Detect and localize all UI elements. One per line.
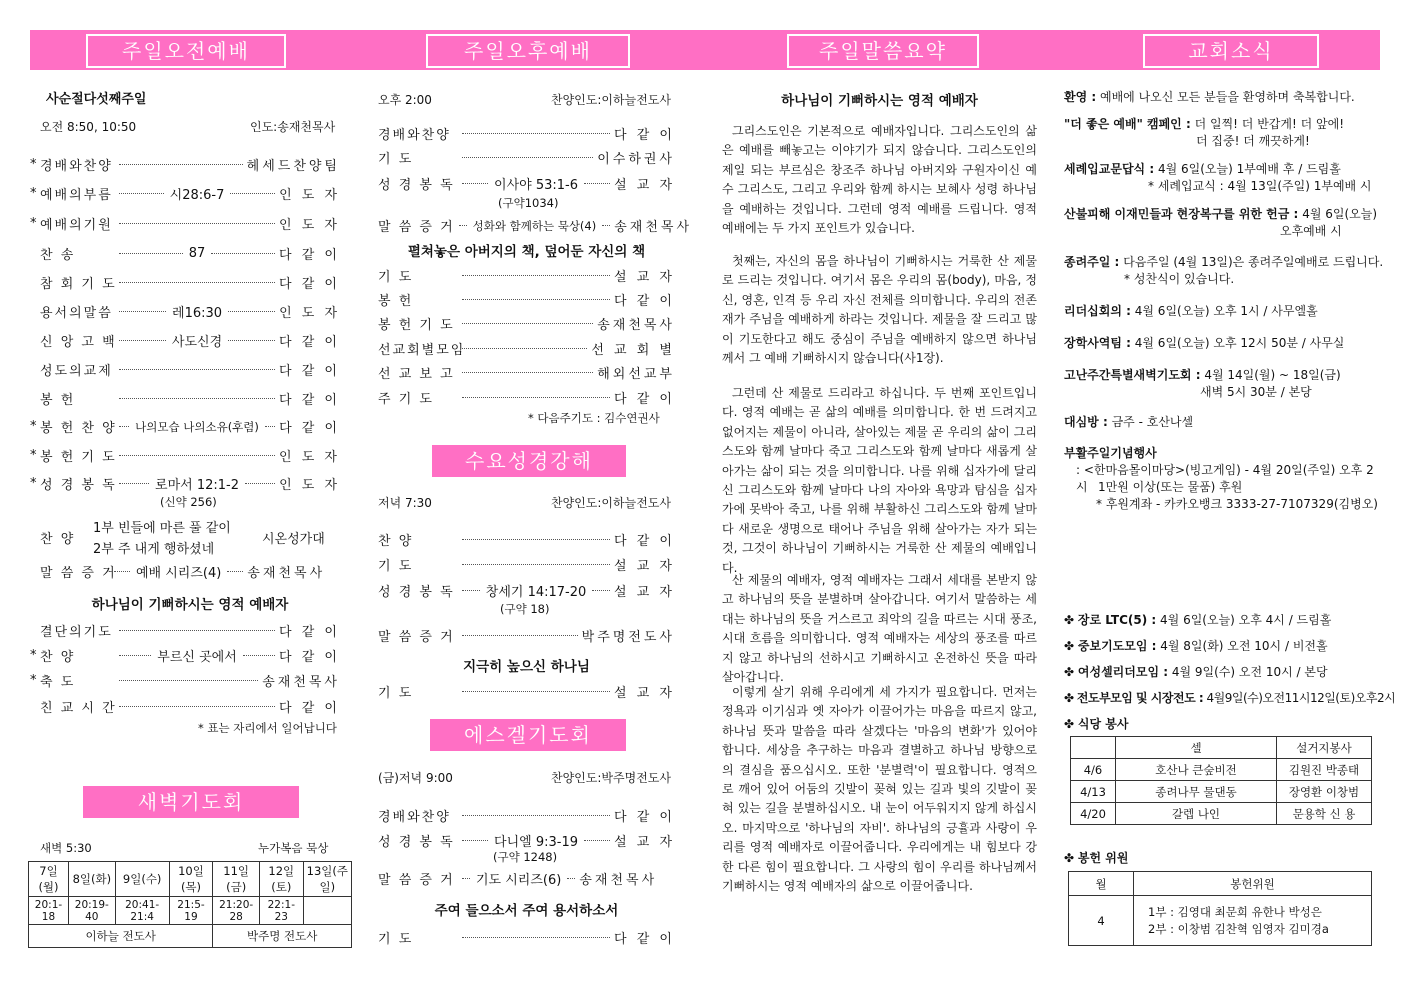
offering-line-2: 2부 : 이창범 김찬혁 임영자 김미경a <box>1148 921 1329 936</box>
row-middle: 사도신경 <box>171 335 223 350</box>
summary-paragraph-4: 산 제물의 예배자, 영적 예배자는 그래서 세대를 본받지 않고 하나님의 뜻을 분별하며 살아갑니다. 여기서 말씀하는 세대는 하나님의 뜻을 거스르고 죄악의 길을 따르는 시대 풍조, 시대 흐름을 의미합니다. 영적 예배자는 세상의 풍조를 따르지 않고 하나님의 선하시고 기뻐하시고 온전하신 뜻을 따라 살아갑니다. <box>722 573 1037 685</box>
meal-cell: 종려나무 물댄동 <box>1116 781 1277 803</box>
choir-who: 시온성가대 <box>262 532 325 547</box>
news-welcome-title: 환영 : <box>1064 90 1097 104</box>
dawn-passage: 21:5-19 <box>169 897 213 925</box>
news-elder-ltc-text: 4월 6일(오늘) 오후 4시 / 드림홀 <box>1160 613 1332 627</box>
dawn-book: 누가복음 묵상 <box>258 841 329 855</box>
stand-note: * 표는 자리에서 일어납니다 <box>198 721 337 735</box>
row-star: * <box>30 186 37 201</box>
news-easter-line-1: : <한마음몰이마당>(빙고게임) - 4월 20일(주일) 오후 2시 <box>1076 463 1374 494</box>
row-middle: 87 <box>188 246 206 261</box>
order-row <box>30 389 340 408</box>
news-passion-title: 고난주간특별새벽기도회 : <box>1064 368 1201 382</box>
row-who: 이수하권사 <box>597 152 675 167</box>
summary-paragraph-2: 첫째는, 자신의 몸을 하나님이 기뻐하시는 거룩한 산 제물로 드리는 것입니다. 여기서 몸은 우리의 몸(body), 마음, 정신, 영혼, 인격 등 우리 자신 전체를 의미합니다. 우리의 전존재가 주님을 예배하게 하라는 것입니다. 제물을 잘 드리고 많이 기도한다고 해도 중심이 주님을 예배하지 않으면 하나님께서 그 예배 기뻐하시지 않습니다(사1장). <box>722 254 1037 366</box>
news-elder-ltc <box>1064 612 1331 629</box>
wednesday-reading-sub: (구약 18) <box>500 602 550 616</box>
news-palm-line-1: 다음주일 (4월 13일)은 종려주일예배로 드립니다. <box>1123 255 1384 269</box>
row-label: 봉 헌 <box>40 393 76 408</box>
news-passion-line-1: 4월 14일(월) ~ 18일(금) <box>1204 368 1341 382</box>
ezekiel-prayer-row <box>378 928 675 947</box>
ezekiel-reading-sub: (구약 1248) <box>493 850 558 864</box>
summary-title: 하나님이 기뻐하시는 영적 예배자 <box>781 93 978 109</box>
news-fire-relief <box>1064 206 1377 223</box>
news-baptism-line-1: 4월 6일(오늘) 1부예배 후 / 드림홀 <box>1157 162 1341 176</box>
meal-cell: 갈렙 나인 <box>1116 803 1277 825</box>
news-intercessory-title: 중보기도모임 : <box>1077 639 1157 653</box>
row-who: 해외선교부 <box>597 367 675 382</box>
order-row <box>30 446 340 465</box>
order-row <box>30 273 340 292</box>
dawn-day: 7일(월) <box>29 862 69 897</box>
news-fire-line-1: 4월 6일(오늘) <box>1302 207 1378 221</box>
row-middle: 부르신 곳에서 <box>157 650 237 665</box>
row-who: 다 같 이 <box>279 421 341 436</box>
row-label: 선교회별모임 <box>378 343 466 358</box>
meal-row <box>1071 781 1372 803</box>
row-middle: 로마서 12:1-2 <box>155 478 240 493</box>
row-label: 친 교 시 간 <box>40 701 117 716</box>
row-label: 찬 양 <box>378 534 414 549</box>
row-label: 봉 헌 기 도 <box>378 318 455 333</box>
order-row <box>368 388 675 407</box>
order-row <box>368 555 675 574</box>
ezekiel-time: (금)저녁 9:00 <box>378 771 453 785</box>
row-label: 경배와찬양 <box>378 128 451 143</box>
offering-table <box>1068 871 1372 946</box>
news-easter-title <box>1064 445 1157 462</box>
ezekiel-sermon-row <box>378 869 675 888</box>
ezekiel-sermon-title: 주여 들으소서 주여 용서하소서 <box>434 903 619 919</box>
news-meal-title: 식당 봉사 <box>1077 717 1129 731</box>
row-who: 박주명전도사 <box>581 630 675 645</box>
clover-icon: ✤ <box>1064 613 1075 627</box>
afternoon-leader: 찬양인도:이하늘전도사 <box>551 93 671 107</box>
order-row <box>30 474 340 493</box>
news-women-leaders <box>1064 664 1328 681</box>
row-who: 설 교 자 <box>614 270 675 285</box>
afternoon-sermon-title: 펼쳐놓은 아버지의 책, 덮어둔 자신의 책 <box>407 244 646 260</box>
row-middle: 기도 시리즈(6) <box>476 873 562 888</box>
summary-paragraph-5: 이렇게 살기 위해 우리에게 세 가지가 필요합니다. 먼저는 정욕과 이기심과 옛 자아가 이끌어가는 마음을 따르지 않고, 하나님 뜻과 말씀을 따라 살겠다는 '마음의 변화'가 있어야 합니다. 세상을 추구하는 마음과 결별하고 하나님 방향으로의 결심을 품으십시오. 또한 '분별력'이 필요합니다. 영적으로 깨어 있어 어둠의 깃발이 꽂혀 있는 길과 빛의 깃발이 꽂혀 있는 길을 분별하십시오. 내 눈이 어두워지지 않게 하십시오. 마지막으로 '하나님의 자비'. 하나님의 긍휼과 사랑이 우리를 영적 예배자로 이끌어줍니다. 우리에게는 내 힘보다 강한 다른 힘이 필요합니다. 그 사랑의 힘이 우리를 하나님께서 기뻐하시는 영적 예배자의 삶으로 이끌어줍니다. <box>722 685 1037 894</box>
summary-paragraph-1: 그리스도인은 기본적으로 예배자입니다. 그리스도인의 삶은 예배를 빼놓고는 이야기가 되지 않습니다. 그리스도인의 제일 되는 부르심은 창조주 하나님 아버지와 구원자이신 예수 그리스도, 그리고 우리와 함께 하시는 보혜사 성령 하나님을 예배하는 것입니다. 그런데 영적 예배를 드립니다. 영적 예배에는 두 가지 포인트가 있습니다. <box>722 124 1037 236</box>
row-label: 신 앙 고 백 <box>40 335 117 350</box>
order-row <box>368 581 675 600</box>
news-baptism-title: 세례입교문답식 : <box>1064 162 1155 176</box>
meal-col-cell: 셀 <box>1116 737 1277 759</box>
wednesday-time: 저녁 7:30 <box>378 496 432 510</box>
dawn-passage: 20:41-21:4 <box>115 897 169 925</box>
header-afternoon-worship: 주일오후예배 <box>426 34 630 68</box>
news-women-leaders-text: 4월 9일(수) 오전 10시 / 본당 <box>1171 665 1328 679</box>
news-easter-title-text: 부활주일기념행사 <box>1064 446 1157 460</box>
meal-col-date <box>1071 737 1116 759</box>
news-baptism-line-2: * 세례입교식 : 4월 13일(주일) 1부예배 시 <box>1148 179 1372 193</box>
season-title: 사순절다섯째주일 <box>46 92 147 107</box>
row-star: * <box>30 216 37 231</box>
row-label: 참 회 기 도 <box>40 277 117 292</box>
clover-icon: ✤ <box>1064 691 1074 705</box>
order-row <box>368 314 675 333</box>
order-row <box>368 290 675 309</box>
meal-cell: 문용학 신 용 <box>1277 803 1372 825</box>
order-row <box>30 646 340 665</box>
morning-sermon-title: 하나님이 기뻐하시는 영적 예배자 <box>91 597 289 613</box>
row-star: * <box>30 648 37 663</box>
afternoon-reading-sub: (구약1034) <box>498 196 559 210</box>
news-baptism <box>1064 161 1341 178</box>
order-row <box>30 244 340 263</box>
wednesday-title: 수요성경강해 <box>432 445 626 477</box>
meal-row <box>1071 803 1372 825</box>
news-evangelism-title: 전도부모임 및 시장전도 : <box>1076 691 1204 705</box>
row-who: 다 같 이 <box>279 650 340 665</box>
wednesday-sermon-row <box>378 626 675 645</box>
row-middle: 시28:6-7 <box>169 188 225 203</box>
clover-icon: ✤ <box>1064 639 1075 653</box>
row-who: 인 도 자 <box>279 188 341 203</box>
row-label: 봉 헌 찬 양 <box>40 421 117 436</box>
afternoon-sermon-row <box>378 216 693 235</box>
order-row <box>368 174 675 193</box>
order-row <box>30 360 340 379</box>
news-passion-line-2: 새벽 5시 30분 / 본당 <box>1200 385 1312 399</box>
row-who: 다 같 이 <box>614 932 675 947</box>
offering-col-members: 봉헌위원 <box>1134 872 1372 896</box>
order-row <box>368 363 675 382</box>
row-label: 용서의말씀 <box>40 306 113 321</box>
row-star: * <box>30 673 37 688</box>
row-label: 기 도 <box>378 932 414 947</box>
news-leadership-title: 리더십회의 : <box>1064 304 1131 318</box>
dawn-day: 11일(금) <box>213 862 260 897</box>
order-row <box>368 831 675 850</box>
wednesday-sermon-title: 지극히 높으신 하나님 <box>463 659 590 675</box>
news-leadership-text: 4월 6일(오늘) 오후 1시 / 사무엘홀 <box>1134 304 1318 318</box>
news-leadership-meeting <box>1064 303 1318 320</box>
clover-icon: ✤ <box>1064 665 1075 679</box>
row-who: 인 도 자 <box>279 450 340 465</box>
news-campaign-line-2: 더 집중! 더 깨끗하게! <box>1196 134 1310 148</box>
dawn-passage: 22:1-23 <box>259 897 303 925</box>
dawn-time: 새벽 5:30 <box>40 841 92 855</box>
meal-col-dish: 설거지봉사 <box>1277 737 1372 759</box>
row-label: 성 경 봉 독 <box>378 178 455 193</box>
news-visitation-title: 대심방 : <box>1064 415 1108 429</box>
news-palm-line-2: * 성찬식이 있습니다. <box>1124 272 1235 286</box>
meal-cell: 호산나 큰숲비전 <box>1116 759 1277 781</box>
offering-line-1: 1부 : 김영대 최문희 유한나 박성은 <box>1148 904 1322 919</box>
dawn-prayer-title: 새벽기도회 <box>83 786 299 818</box>
row-who: 인 도 자 <box>279 478 341 493</box>
row-label: 성도의교제 <box>40 364 113 379</box>
news-scholarship-title: 장학사역팀 : <box>1064 336 1131 350</box>
row-middle: 다니엘 9:3-19 <box>494 835 579 850</box>
row-label: 말 씀 증 거 <box>378 630 455 645</box>
order-row <box>368 806 675 825</box>
row-star: * <box>30 157 37 172</box>
row-who: 선 교 회 별 <box>591 343 675 358</box>
row-label: 봉 헌 <box>378 294 414 309</box>
row-label: 주 기 도 <box>378 392 434 407</box>
news-evangelism-text: 4월9일(수)오전11시12일(토)오후2시 <box>1206 691 1396 705</box>
news-scholarship-text: 4월 6일(오늘) 오후 12시 50분 / 사무실 <box>1134 336 1345 350</box>
news-campaign-line-1: 더 일찍! 더 반갑게! 더 앞에! <box>1194 117 1345 131</box>
news-offering-title: 봉헌 위원 <box>1077 851 1129 865</box>
morning-sermon-row <box>40 562 340 581</box>
row-middle: 이사야 53:1-6 <box>494 178 579 193</box>
row-who: 다 같 이 <box>614 392 675 407</box>
news-evangelism <box>1064 690 1395 707</box>
row-who: 송재천목사 <box>262 675 340 690</box>
row-who: 송재천목사 <box>579 873 658 888</box>
news-intercessory-text: 4월 8일(화) 오전 10시 / 비전홀 <box>1160 639 1328 653</box>
row-star: * <box>30 476 37 491</box>
row-who: 인 도 자 <box>279 218 340 233</box>
meal-cell: 4/6 <box>1071 759 1116 781</box>
offering-col-month: 월 <box>1069 872 1134 896</box>
row-label: 봉 헌 기 도 <box>40 450 117 465</box>
dawn-leader-2: 박주명 전도사 <box>213 925 352 948</box>
dawn-schedule-table <box>28 861 352 948</box>
order-row <box>30 155 340 174</box>
row-label: 찬 송 <box>40 248 76 263</box>
row-label: 성 경 봉 독 <box>378 835 455 850</box>
row-label: 성 경 봉 독 <box>378 585 455 600</box>
dawn-leader-1: 이하늘 전도사 <box>29 925 213 948</box>
news-meal-service <box>1064 716 1128 733</box>
header-sermon-summary: 주일말씀요약 <box>787 34 979 68</box>
order-row <box>30 214 340 233</box>
row-who: 다 같 이 <box>614 128 675 143</box>
order-row <box>30 331 340 350</box>
row-who: 다 같 이 <box>614 534 675 549</box>
row-middle: 나의모습 나의소유(후렴) <box>135 419 259 434</box>
ezekiel-title: 에스겔기도회 <box>430 719 626 751</box>
morning-reading-sub: (신약 256) <box>160 495 217 509</box>
news-welcome <box>1064 89 1384 106</box>
row-middle: 레16:30 <box>172 306 223 321</box>
news-fire-title: 산불피해 이재민들과 현장복구를 위한 헌금 : <box>1064 207 1299 221</box>
row-who: 송재천목사 <box>247 566 326 581</box>
news-palm-sunday <box>1064 254 1383 271</box>
clover-icon: ✤ <box>1064 717 1075 731</box>
order-row <box>30 697 340 716</box>
order-row <box>368 266 675 285</box>
ezekiel-leader: 찬양인도:박주명전도사 <box>551 771 671 785</box>
dawn-passage: 21:20-28 <box>213 897 260 925</box>
row-who: 헤세드찬양팀 <box>246 159 340 174</box>
wednesday-prayer-row <box>378 682 675 701</box>
dawn-passage-empty <box>303 897 351 925</box>
row-label: 축 도 <box>40 675 76 690</box>
row-label: 성 경 봉 독 <box>40 478 117 493</box>
summary-paragraph-3: 그런데 산 제물로 드리라고 하십니다. 두 번째 포인트입니다. 영적 예배는 곧 삶의 예배를 의미합니다. 한 번 드려지고 없어지는 제물이 아니라, 살아있는 제물 곧 우리의 삶이 그리스도와 함께 날마다 죽고 그리스도와 함께 날마다 새롭게 살아가는 삶이 되는 것을 의미합니다. 나를 위해 십자가에 달리신 그리스도와 함께 날마다 나의 자아와 욕망과 탐심을 십자가에 못박아 죽고, 나를 위해 부활하신 그리스도와 함께 날마다 새로운 생명으로 태어나 주님을 위해 살아가는 자가 되는 것, 그것이 하나님이 기뻐하시는 거룩한 산 제물의 예배입니다. <box>722 386 1037 575</box>
news-intercessory <box>1064 638 1328 655</box>
row-label: 기 도 <box>378 152 414 167</box>
row-middle: 성화와 함께하는 묵상(4) <box>472 218 597 233</box>
row-who: 다 같 이 <box>279 393 340 408</box>
news-palm-title: 종려주일 : <box>1064 255 1120 269</box>
row-label: 말 씀 증 거 <box>40 566 117 581</box>
choir-label: 찬 양 <box>40 532 76 547</box>
row-label: 경배와찬양 <box>40 159 113 174</box>
order-row <box>30 302 340 321</box>
dawn-day: 13일(주일) <box>303 862 351 897</box>
dawn-day: 9일(수) <box>115 862 169 897</box>
row-label: 경배와찬양 <box>378 810 451 825</box>
row-star: * <box>30 448 37 463</box>
row-who: 인 도 자 <box>279 306 341 321</box>
meal-service-table <box>1070 736 1372 825</box>
order-row <box>30 184 340 203</box>
row-label: 찬 양 <box>40 650 76 665</box>
order-row <box>30 621 340 640</box>
news-easter-line-3: * 후원계좌 - 카카오뱅크 3333-27-7107329(김병오) <box>1096 497 1378 511</box>
news-campaign <box>1064 116 1344 133</box>
row-label: 기 도 <box>378 686 414 701</box>
news-elder-ltc-title: 장로 LTC(5) : <box>1077 613 1157 627</box>
row-who: 설 교 자 <box>614 686 675 701</box>
order-row <box>30 417 340 436</box>
row-label: 예배의부름 <box>40 188 113 203</box>
morning-time: 오전 8:50, 10:50 <box>40 120 137 134</box>
row-who: 설 교 자 <box>614 559 675 574</box>
news-scholarship-team <box>1064 335 1344 352</box>
order-row <box>368 339 675 358</box>
news-passion-week <box>1064 367 1341 384</box>
dawn-passage: 20:19-40 <box>68 897 115 925</box>
order-row <box>368 148 675 167</box>
row-label: 기 도 <box>378 559 414 574</box>
row-middle: 예배 시리즈(4) <box>136 566 222 581</box>
row-who: 설 교 자 <box>614 835 676 850</box>
meal-cell: 김원진 박종태 <box>1277 759 1372 781</box>
order-row <box>368 124 675 143</box>
clover-icon: ✤ <box>1064 851 1075 865</box>
order-row <box>368 530 675 549</box>
morning-leader: 인도:송재천목사 <box>250 120 336 134</box>
meal-cell: 4/20 <box>1071 803 1116 825</box>
news-visitation <box>1064 414 1193 431</box>
dawn-day: 8일(화) <box>68 862 115 897</box>
row-label: 말 씀 증 거 <box>378 873 455 888</box>
news-welcome-text: 예배에 나오신 모든 분들을 환영하며 축복합니다. <box>1100 90 1355 104</box>
news-women-leaders-title: 여성셀리더모임 : <box>1077 665 1169 679</box>
row-label: 예배의기원 <box>40 218 113 233</box>
choir-line-1: 1부 빈들에 마른 풀 같이 <box>93 521 231 536</box>
row-who: 송재천목사 <box>614 220 693 235</box>
row-who: 다 같 이 <box>614 294 675 309</box>
row-who: 다 같 이 <box>279 625 340 640</box>
next-prayer-note: * 다음주기도 : 김수연권사 <box>528 411 660 425</box>
offering-month: 4 <box>1069 896 1134 946</box>
meal-row <box>1071 759 1372 781</box>
afternoon-time: 오후 2:00 <box>378 93 432 107</box>
row-who: 설 교 자 <box>614 178 676 193</box>
news-campaign-title: "더 좋은 예배" 캠페인 : <box>1064 117 1191 131</box>
dawn-day: 10일(목) <box>169 862 213 897</box>
news-easter-line-2: 1만원 이상(또는 물품) 후원 <box>1098 480 1243 494</box>
header-morning-worship: 주일오전예배 <box>86 34 286 68</box>
news-offering <box>1064 850 1128 867</box>
row-who: 다 같 이 <box>279 248 340 263</box>
order-row <box>30 671 340 690</box>
row-label: 기 도 <box>378 270 414 285</box>
meal-cell: 4/13 <box>1071 781 1116 803</box>
row-who: 다 같 이 <box>279 701 340 716</box>
row-who: 송재천목사 <box>597 318 675 333</box>
meal-cell: 장영환 이창범 <box>1277 781 1372 803</box>
news-visitation-text: 금주 - 호산나셀 <box>1111 415 1194 429</box>
row-who: 다 같 이 <box>279 364 340 379</box>
row-label: 말 씀 증 거 <box>378 220 455 235</box>
dawn-passage: 20:1-18 <box>29 897 69 925</box>
row-middle: 창세기 14:17-20 <box>485 585 587 600</box>
dawn-day: 12일(토) <box>259 862 303 897</box>
header-church-news: 교회소식 <box>1143 34 1319 68</box>
row-label: 선 교 보 고 <box>378 367 455 382</box>
wednesday-leader: 찬양인도:이하늘전도사 <box>551 496 671 510</box>
row-who: 다 같 이 <box>614 810 675 825</box>
row-star: * <box>30 419 37 434</box>
row-label: 결단의기도 <box>40 625 113 640</box>
choir-line-2: 2부 주 내게 행하셨네 <box>93 542 215 557</box>
news-fire-line-2: 오후예배 시 <box>1280 224 1342 238</box>
row-who: 설 교 자 <box>614 585 675 600</box>
row-who: 다 같 이 <box>279 277 340 292</box>
row-who: 다 같 이 <box>279 335 340 350</box>
